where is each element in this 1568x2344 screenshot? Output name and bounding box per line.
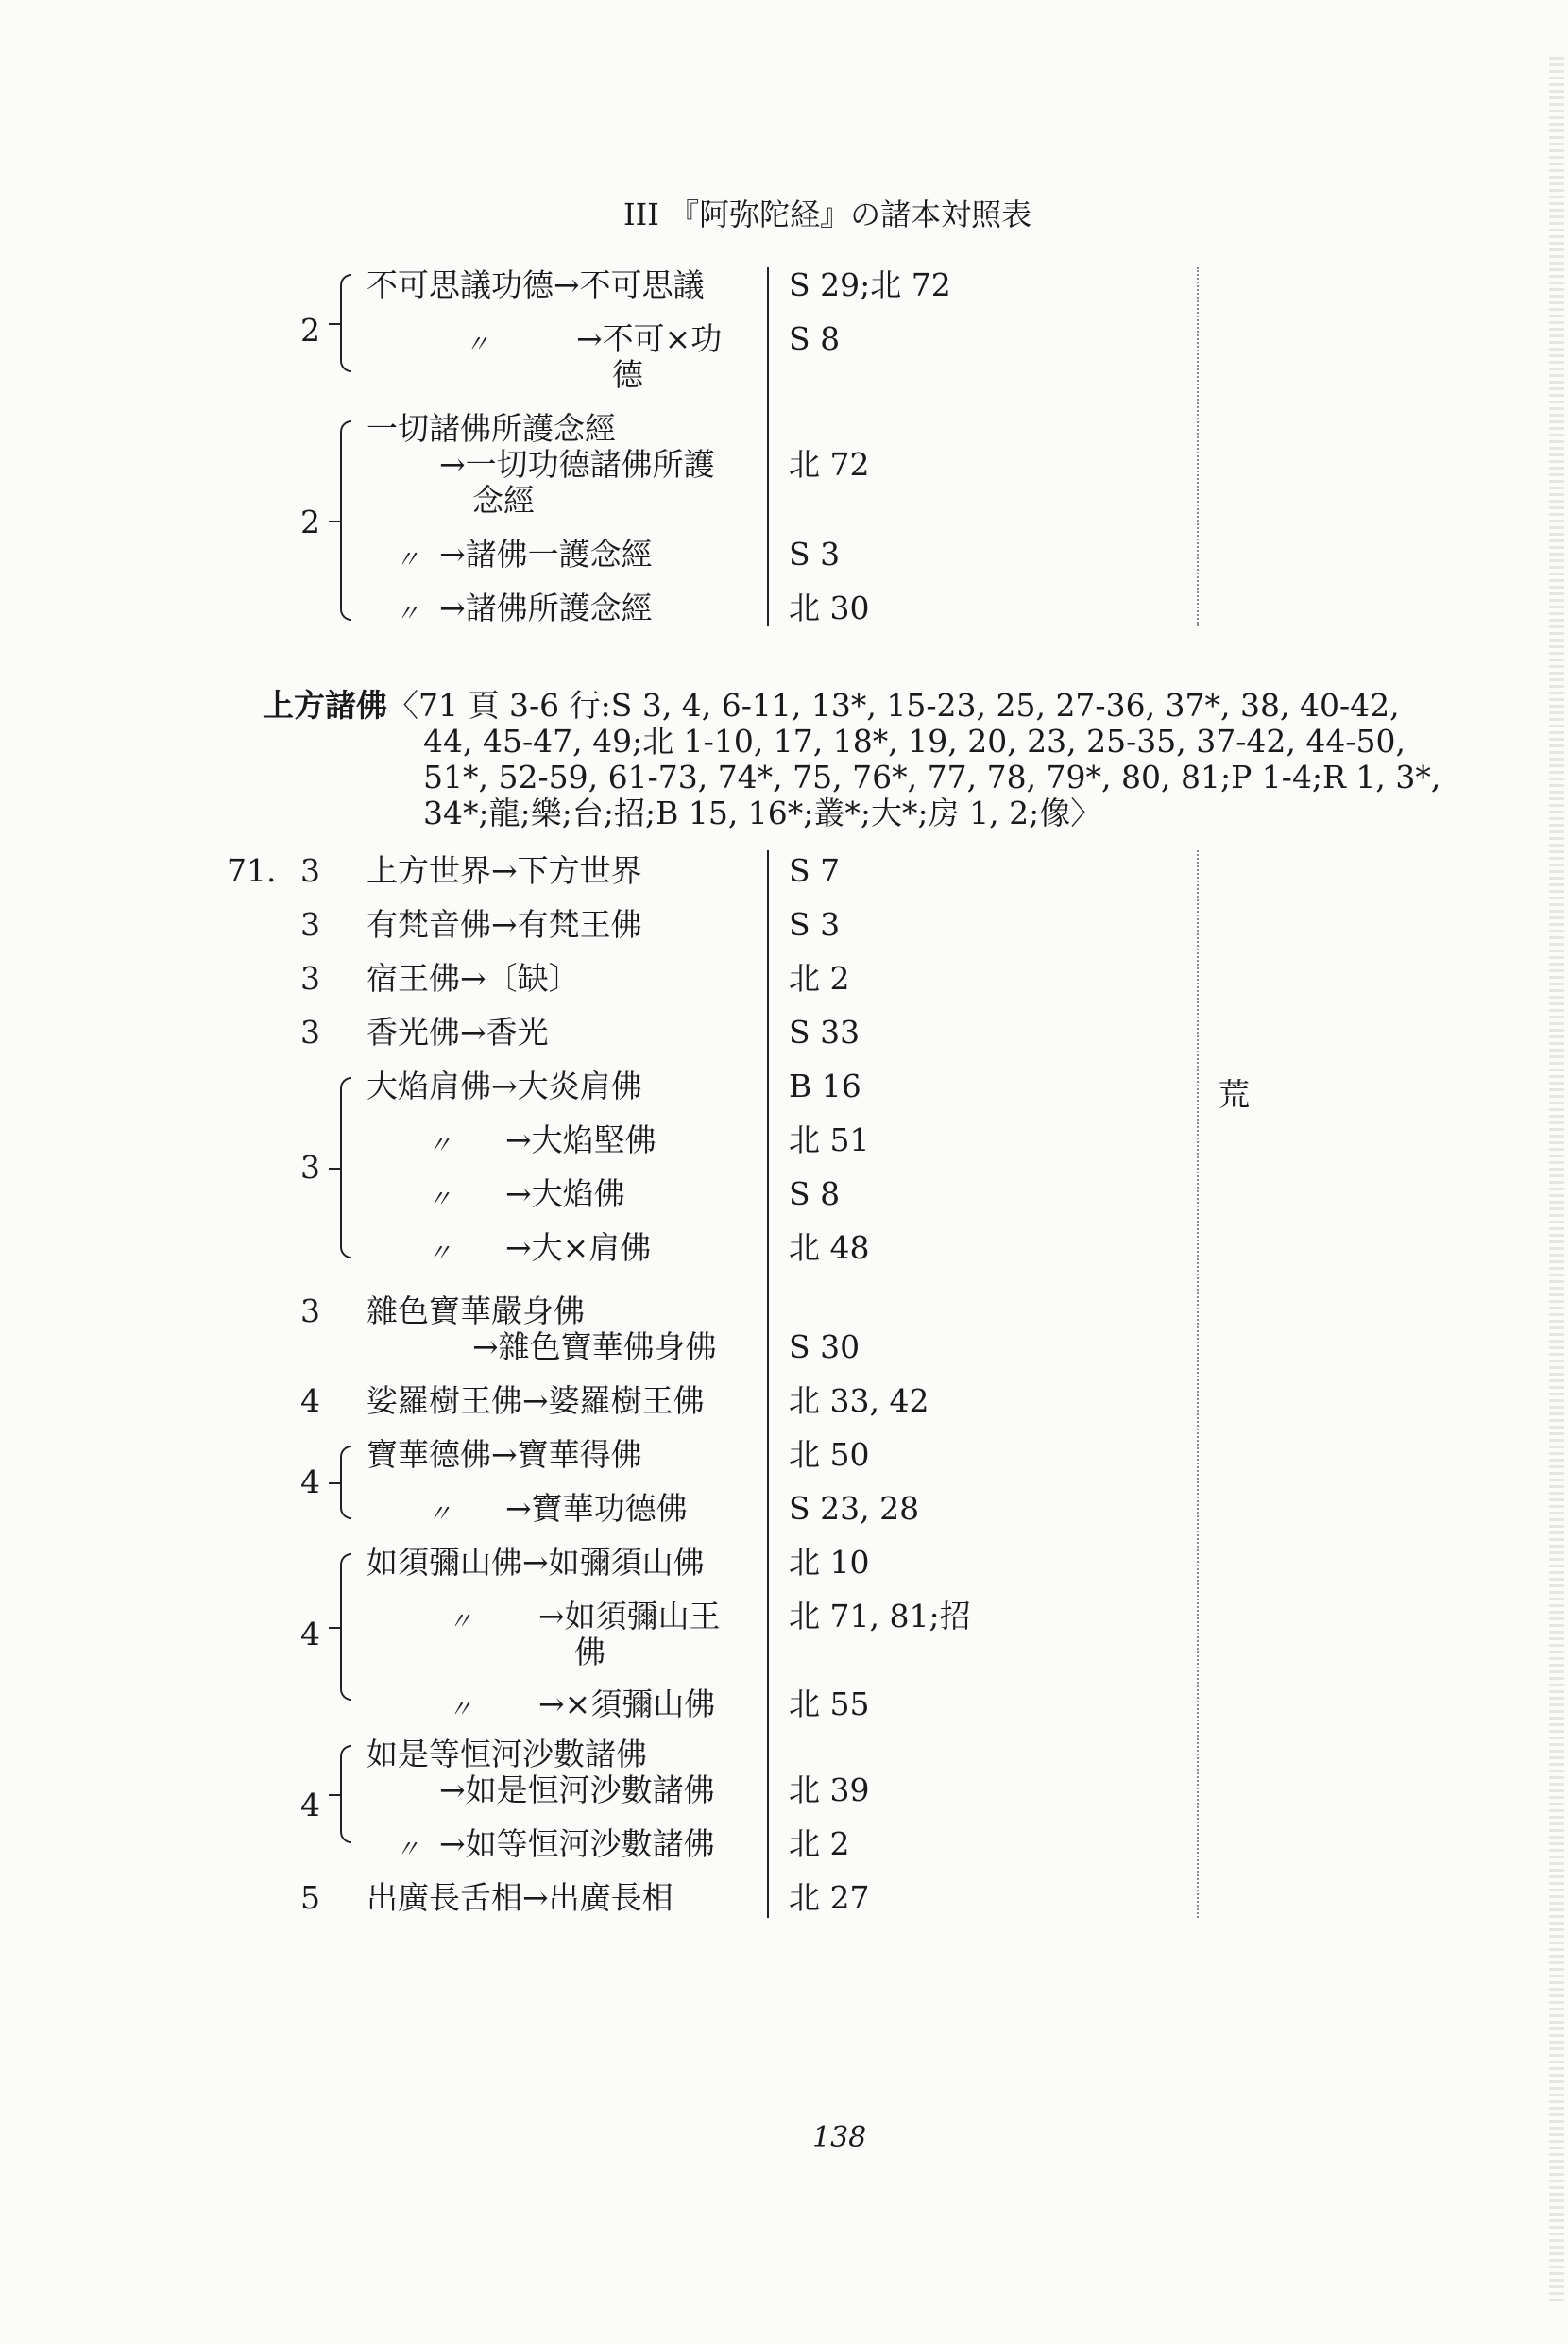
variant-text: 有梵音佛→有梵王佛: [366, 906, 642, 943]
variant-text: 香光佛→香光: [366, 1014, 549, 1051]
variant-text: 宿王佛→〔缺〕: [366, 960, 580, 997]
variant-text: →雜色寶華佛身佛: [472, 1328, 717, 1365]
variant-text: →×須彌山佛: [538, 1685, 716, 1722]
column-rule: [767, 267, 769, 626]
source-ref: S 8: [789, 320, 841, 357]
source-ref: S 8: [789, 1175, 841, 1212]
source-ref: 北 50: [789, 1436, 870, 1473]
source-ref: S 3: [789, 906, 841, 943]
variant-text: 出廣長舌相→出廣長相: [366, 1879, 673, 1916]
variant-text: →寶華功德佛: [505, 1490, 688, 1527]
line-number: 2: [300, 504, 320, 540]
variant-text: 一切諸佛所護念經: [366, 410, 616, 447]
source-ref: B 16: [789, 1068, 861, 1104]
variant-text: →一切功德諸佛所護: [439, 446, 715, 483]
heading-line-3: 51*, 52-59, 61-73, 74*, 75, 76*, 77, 78, 79*, 80, 81;P 1-4;R 1, 3*,: [423, 759, 1441, 796]
source-ref: 北 2: [789, 1825, 850, 1862]
brace: [340, 274, 351, 372]
variant-text: →諸佛所護念經: [439, 590, 653, 626]
source-ref: 北 27: [789, 1879, 870, 1916]
variant-text: →大焰堅佛: [505, 1121, 656, 1158]
section-title: 上方諸佛: [263, 687, 387, 724]
section-heading: [263, 688, 1462, 831]
variant-text: 娑羅樹王佛→婆羅樹王佛: [366, 1382, 705, 1419]
source-ref: S 7: [789, 852, 841, 889]
page-number: 138: [812, 2121, 867, 2154]
source-ref: 北 33, 42: [789, 1382, 929, 1419]
brace: [340, 1446, 351, 1519]
variant-text: 上方世界→下方世界: [366, 852, 642, 889]
dotted-column-rule: [1197, 850, 1199, 1918]
ditto-mark: 〃: [395, 1836, 420, 1864]
line-number: 4: [300, 1463, 320, 1500]
note: 荒: [1219, 1076, 1250, 1113]
ditto-mark: 〃: [465, 331, 490, 359]
source-ref: 北 30: [789, 590, 870, 626]
variant-text: 雜色寶華嚴身佛: [366, 1292, 585, 1329]
ditto-mark: 〃: [427, 1240, 452, 1268]
heading-line-1: 上方諸佛〈71 頁 3-6 行:S 3, 4, 6-11, 13*, 15-23, 25, 27-36, 37*, 38, 40-42,: [263, 687, 1400, 724]
line-number: 3: [300, 1149, 320, 1186]
line-number: 2: [300, 312, 320, 349]
variant-text: 寶華德佛→寶華得佛: [366, 1436, 642, 1473]
variant-text: →如等恒河沙數諸佛: [439, 1825, 715, 1862]
line-number: 4: [300, 1382, 320, 1419]
column-rule: [767, 850, 769, 1918]
variant-text: →大焰佛: [505, 1175, 625, 1212]
variant-text: 不可思議功德→不可思議: [366, 266, 705, 303]
variant-text-cont: 佛: [574, 1634, 605, 1670]
source-ref: S 3: [789, 536, 841, 573]
source-ref: S 23, 28: [789, 1490, 920, 1527]
variant-text: →大×肩佛: [505, 1229, 652, 1266]
brace: [340, 420, 351, 621]
source-ref: 北 48: [789, 1229, 870, 1266]
source-ref: S 33: [789, 1014, 861, 1051]
ditto-mark: 〃: [448, 1696, 473, 1724]
source-ref: 北 71, 81;招: [789, 1598, 971, 1634]
line-number: 4: [300, 1787, 320, 1823]
variant-text: →諸佛一護念經: [439, 536, 653, 573]
brace: [340, 1745, 351, 1843]
ditto-mark: 〃: [427, 1132, 452, 1160]
ditto-mark: 〃: [427, 1186, 452, 1214]
line-number: 3: [300, 1014, 320, 1051]
ditto-mark: 〃: [395, 546, 420, 574]
source-ref: S 30: [789, 1328, 861, 1365]
variant-text-cont: 德: [612, 356, 643, 393]
line-number: 5: [300, 1879, 320, 1916]
running-header: III 『阿弥陀経』の諸本対照表: [623, 197, 1032, 232]
line-number: 4: [300, 1616, 320, 1652]
variant-text: 大焰肩佛→大炎肩佛: [366, 1068, 642, 1104]
source-ref: 北 72: [789, 446, 870, 483]
line-number: 3: [300, 960, 320, 997]
heading-line-2: 44, 45-47, 49;北 1-10, 17, 18*, 19, 20, 23, 25-35, 37-42, 44-50,: [423, 723, 1406, 760]
source-ref: 北 39: [789, 1771, 870, 1808]
variant-text: 如須彌山佛→如彌須山佛: [366, 1544, 705, 1581]
ditto-mark: 〃: [395, 600, 420, 628]
variant-text: 如是等恒河沙數諸佛: [366, 1736, 647, 1772]
dotted-column-rule: [1197, 267, 1199, 626]
heading-line-4: 34*;龍;樂;台;招;B 15, 16*;叢*;大*;房 1, 2;像〉: [423, 795, 1102, 831]
source-ref: S 29;北 72: [789, 266, 951, 303]
brace: [340, 1553, 351, 1701]
brace: [340, 1077, 351, 1258]
page-edge-shadow: [1549, 57, 1564, 2305]
page-label: 71.: [227, 852, 277, 889]
source-ref: 北 2: [789, 960, 850, 997]
variant-text: →如是恒河沙數諸佛: [439, 1771, 715, 1808]
variant-text: →如須彌山王: [538, 1598, 721, 1634]
line-number: 3: [300, 1292, 320, 1329]
source-ref: 北 55: [789, 1685, 870, 1722]
line-number: 3: [300, 906, 320, 943]
variant-text-cont: 念經: [472, 482, 535, 519]
source-ref: 北 51: [789, 1121, 870, 1158]
source-ref: 北 10: [789, 1544, 870, 1581]
line-number: 3: [300, 852, 320, 889]
variant-text: →不可×功: [576, 320, 723, 357]
ditto-mark: 〃: [448, 1608, 473, 1636]
ditto-mark: 〃: [427, 1500, 452, 1529]
